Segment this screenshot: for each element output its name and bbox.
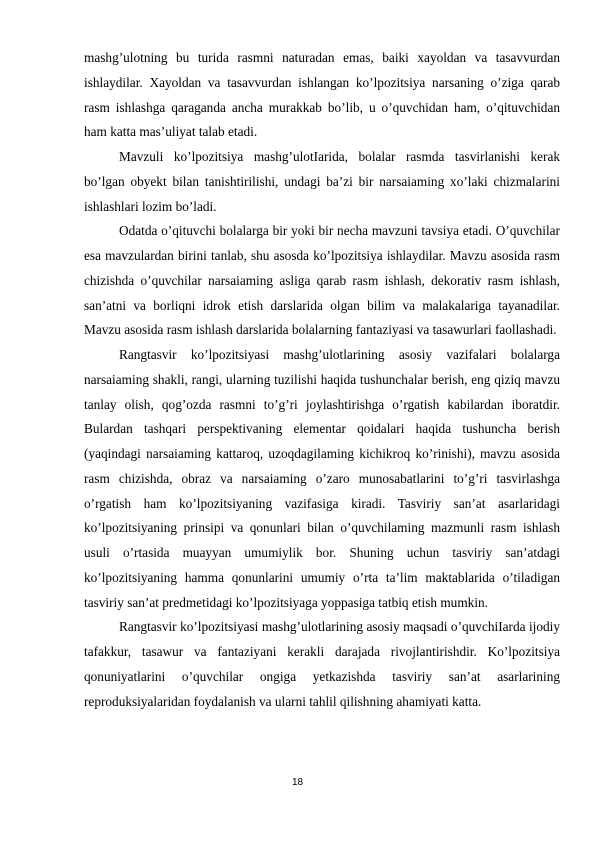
paragraph-odatda: Odatda o’qituvchi bolalarga bir yoki bir necha mavzuni tavsiya etadi. O’quvchilar esa mavzulardan birini tanlab, shu asosda ko’lpozitsiya ishlaydilar. Mavzu asosida rasm chizishda o’quvchilar narsaiaming asliga qarab rasm ishlash, dekorativ rasm ishlash, san’atni va borliqni idrok etish darslarida olgan bilim va malakalariga tayanadilar. Mavzu asosida rasm ishlash darslarida bolalarning fantaziyasi va tasawurlari faollashadi. — [84, 223, 560, 338]
paragraph-continuation: mashg’ulotning bu turida rasmni naturadan emas, baiki xayoldan va tasavvurdan ishlaydilar. Xayoldan va tasavvurdan ishlangan ko’lpozitsiya narsaning o’ziga qarab rasm ishlashga qaraganda ancha murakkab bo’lib, u o’quvchidan ham, o’qituvchidan ham katta mas’uliyat talab etadi. — [84, 50, 560, 140]
body-text — [84, 46, 560, 714]
paragraph-rangtasvir-maqsadi: Rangtasvir ko’lpozitsiyasi mashg’ulotlarining asosiy maqsadi o’quvchiIarda ijodiy tafakkur, tasawur va fantaziyani kerakli darajada rivojlantirishdir. Ko’lpozitsiya qonuniyatlarini o’quvchilar ongiga yetkazishda tasviriy san’at asarlarining reproduksiyalaridan foydalanish va ularni tahlil qilishning ahamiyati katta. — [84, 619, 560, 709]
paragraph-rangtasvir-vazifalari: Rangtasvir ko’lpozitsiyasi mashg’ulotlarining asosiy vazifalari bolalarga narsaiaming shakli, rangi, ularning tuzilishi haqida tushunchalar berish, eng qiziq mavzu tanlay olish, qog’ozda rasmni to’g’ri joylashtirishga o’rgatish kabilardan iboratdir. Bulardan tashqari perspektivaning elementar qoidalari haqida tushuncha berish (yaqindagi narsaiaming kattaroq, uzoqdagilaming kichikroq ko’rinishi), mavzu asosida rasm chizishda, obraz va narsaiaming o’zaro munosabatlarini to’g’ri tasvirlashga o’rgatish ham ko’lpozitsiyaning vazifasiga kiradi. Tasviriy san’at asarlaridagi ko’lpozitsiyaning prinsipi va qonunlari bilan o’quvchilaming mazmunli rasm ishlash usuli o’rtasida muayyan umumiylik bor. Shuning uchun tasviriy san’atdagi ko’lpozitsiyaning hamma qonunlarini umumiy o’rta ta’lim maktablarida o’tiladigan tasviriy san’at predmetidagi ko’lpozitsiyaga yoppasiga tatbiq etish mumkin. — [84, 347, 560, 610]
page-number: 18 — [291, 777, 304, 788]
paragraph-mavzuli: Mavzuli ko’lpozitsiya mashg’ulotIarida, bolalar rasmda tasvirlanishi kerak bo’lgan obyekt bilan tanishtirilishi, undagi ba’zi bir narsaiaming xo’laki chizmalarini ishlashlari lozim bo’ladi. — [84, 149, 560, 214]
